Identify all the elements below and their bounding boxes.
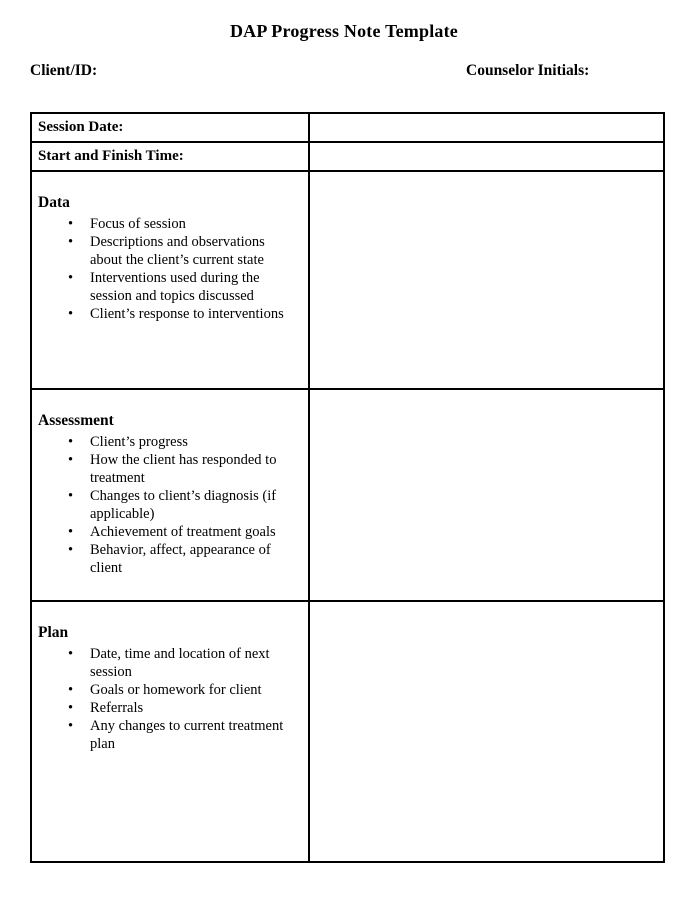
session-date-label-cell	[32, 114, 310, 141]
start-finish-time-entry-cell[interactable]	[310, 141, 663, 170]
bullet-item: • Descriptions and observations about the client’s current state	[68, 233, 300, 269]
client-id-label: Client/ID:	[30, 62, 98, 79]
plan-section-cell	[32, 600, 310, 861]
plan-section-heading: Plan	[38, 624, 69, 641]
start-finish-time-label: Start and Finish Time:	[38, 148, 184, 164]
bullet-item: • Interventions used during the session and topics discussed	[68, 269, 300, 305]
page-title: DAP Progress Note Template	[229, 21, 458, 41]
bullet-item: • Goals or homework for client	[68, 681, 300, 699]
start-finish-time-label-cell	[32, 141, 310, 170]
bullet-item: • How the client has responded to treatment	[68, 451, 300, 487]
counselor-initials-label: Counselor Initials:	[466, 62, 590, 79]
plan-bullet-list	[38, 645, 304, 753]
data-section-cell	[32, 170, 310, 388]
assessment-section-heading: Assessment	[38, 412, 114, 429]
bullet-item: • Date, time and location of next session	[68, 645, 300, 681]
bullet-item: • Focus of session	[68, 215, 300, 233]
assessment-section-cell	[32, 388, 310, 600]
bullet-item: • Client’s progress	[68, 433, 300, 451]
session-date-label: Session Date:	[38, 119, 124, 135]
data-entry-cell[interactable]	[310, 170, 663, 388]
bullet-item: • Referrals	[68, 699, 300, 717]
data-bullet-list	[38, 215, 304, 323]
data-section-heading: Data	[38, 194, 70, 211]
bullet-item: • Achievement of treatment goals	[68, 523, 300, 541]
assessment-bullet-list	[38, 433, 304, 577]
bullet-item: • Client’s response to interventions	[68, 305, 300, 323]
plan-entry-cell[interactable]	[310, 600, 663, 861]
bullet-item: • Behavior, affect, appearance of client	[68, 541, 300, 577]
progress-note-table	[30, 112, 665, 863]
session-date-entry-cell[interactable]	[310, 114, 663, 141]
bullet-item: • Any changes to current treatment plan	[68, 717, 300, 753]
bullet-item: • Changes to client’s diagnosis (if applicable)	[68, 487, 300, 523]
assessment-entry-cell[interactable]	[310, 388, 663, 600]
